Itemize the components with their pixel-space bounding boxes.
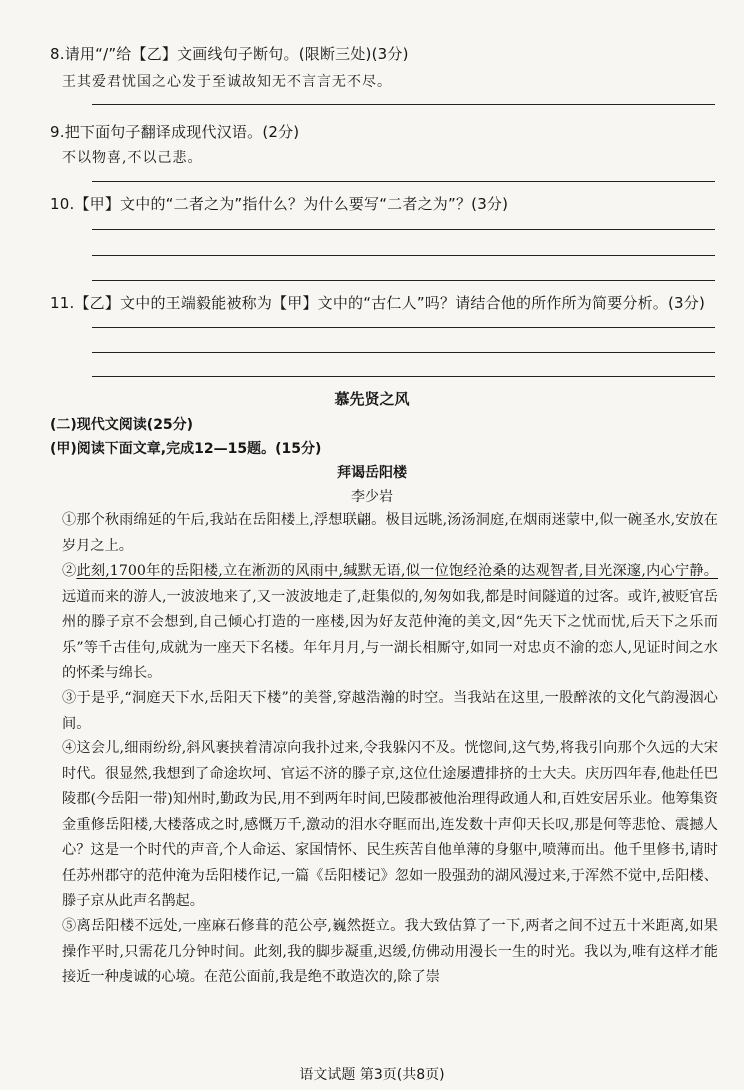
question-11-prompt: 11.【乙】文中的王端毅能被称为【甲】文中的“古仁人”吗？请结合他的所作所为简要分析。(3分) — [50, 294, 706, 312]
article-paragraph-5: ⑤离岳阳楼不远处,一座麻石修葺的范公亭,巍然挺立。我大致估算了一下,两者之间不过五十米距离,如果操作平时,只需花几分钟时间。此刻,我的脚步凝重,迟缓,仿佛动用漫长一生的时光。我以为,唯有这样才能接近一种虔诚的心境。在范公面前,我是绝不敢造次的,除了崇 — [62, 918, 718, 985]
article-paragraph-4: ④这会儿,细雨纷纷,斜风裹挟着清凉向我扑过来,令我躲闪不及。恍惚间,这气势,将我引向那个久远的大宋时代。很显然,我想到了命途坎坷、官运不济的滕子京,这位仕途屡遭排挤的士大夫。庆历四年春,他赴任巴陵郡(今岳阳一带)知州时,勤政为民,用不到两年时间,巴陵郡被他治理得政通人和,百姓安居乐业。他筹集资金重修岳阳楼,大楼落成之时,感慨万千,激动的泪水夺眶而出,连发数十声仰天长叹,那是何等悲怆、震撼人心？这是一个时代的声音,个人命运、家国情怀、民生疾苦自他单薄的身躯中,喷薄而出。他千里修书,请时任苏州郡守的范仲淹为岳阳楼作记,一篇《岳阳楼记》忽如一股强劲的湖风漫过来,于浑然不觉中,岳阳楼、滕子京从此声名鹊起。 — [62, 740, 718, 909]
question-9-prompt: 9.把下面句子翻译成现代汉语。(2分) — [50, 123, 300, 141]
article-paragraph-1: ①那个秋雨绵延的午后,我站在岳阳楼上,浮想联翩。极目远眺,汤汤洞庭,在烟雨迷蒙中,似一碗圣水,安放在岁月之上。 — [62, 512, 718, 554]
paragraph-text: 远道而来的游人,一波波地来了,又一波波地走了,赶集似的,匆匆如我,都是时间隧道的过客。或许,被贬官岳州的滕子京不会想到,自己倾心打造的一座楼,因为好友范仲淹的美文,因“先天下之忧而忧,后天下之乐而乐”等千古佳句,成就为一座天下名楼。年年月月,与一湖长相厮守,如同一对忠贞不渝的恋人,见证时间之水的怀柔与绵长。 — [62, 588, 718, 681]
paragraph-number: ② — [62, 563, 77, 579]
answer-line[interactable] — [92, 280, 715, 281]
answer-line[interactable] — [92, 352, 715, 353]
underlined-sentence: 此刻,1700年的岳阳楼,立在淅沥的风雨中,缄默无语,似一位饱经沧桑的达观智者,目光深邃,内心宁静。 — [76, 563, 718, 579]
reading-instruction: (甲)阅读下面文章,完成12—15题。(15分) — [50, 441, 322, 457]
article-title: 拜谒岳阳楼 — [337, 465, 407, 481]
page-footer: 语文试题 第3页(共8页) — [299, 1067, 445, 1083]
answer-line[interactable] — [92, 376, 715, 377]
answer-line[interactable] — [92, 181, 715, 182]
section-title: 慕先贤之风 — [334, 390, 410, 408]
section-part-heading: (二)现代文阅读(25分) — [50, 417, 194, 433]
article-author: 李少岩 — [351, 489, 393, 505]
answer-line[interactable] — [92, 229, 715, 230]
article-paragraph-3: ③于是乎,“洞庭天下水,岳阳天下楼”的美誉,穿越浩瀚的时空。当我站在这里,一股醉浓的文化气韵漫洇心间。 — [62, 690, 718, 732]
question-8-sentence: 王其爱君忧国之心发于至诚故知无不言言无不尽。 — [62, 74, 392, 90]
answer-line[interactable] — [92, 104, 715, 105]
answer-line[interactable] — [92, 327, 715, 328]
question-10-prompt: 10.【甲】文中的“二者之为”指什么？为什么要写“二者之为”？(3分) — [50, 195, 509, 213]
answer-line[interactable] — [92, 255, 715, 256]
question-8-prompt: 8.请用“/”给【乙】文画线句子断句。(限断三处)(3分) — [50, 45, 409, 63]
article-paragraph-2 — [62, 559, 718, 687]
question-9-sentence: 不以物喜,不以己悲。 — [62, 150, 203, 166]
